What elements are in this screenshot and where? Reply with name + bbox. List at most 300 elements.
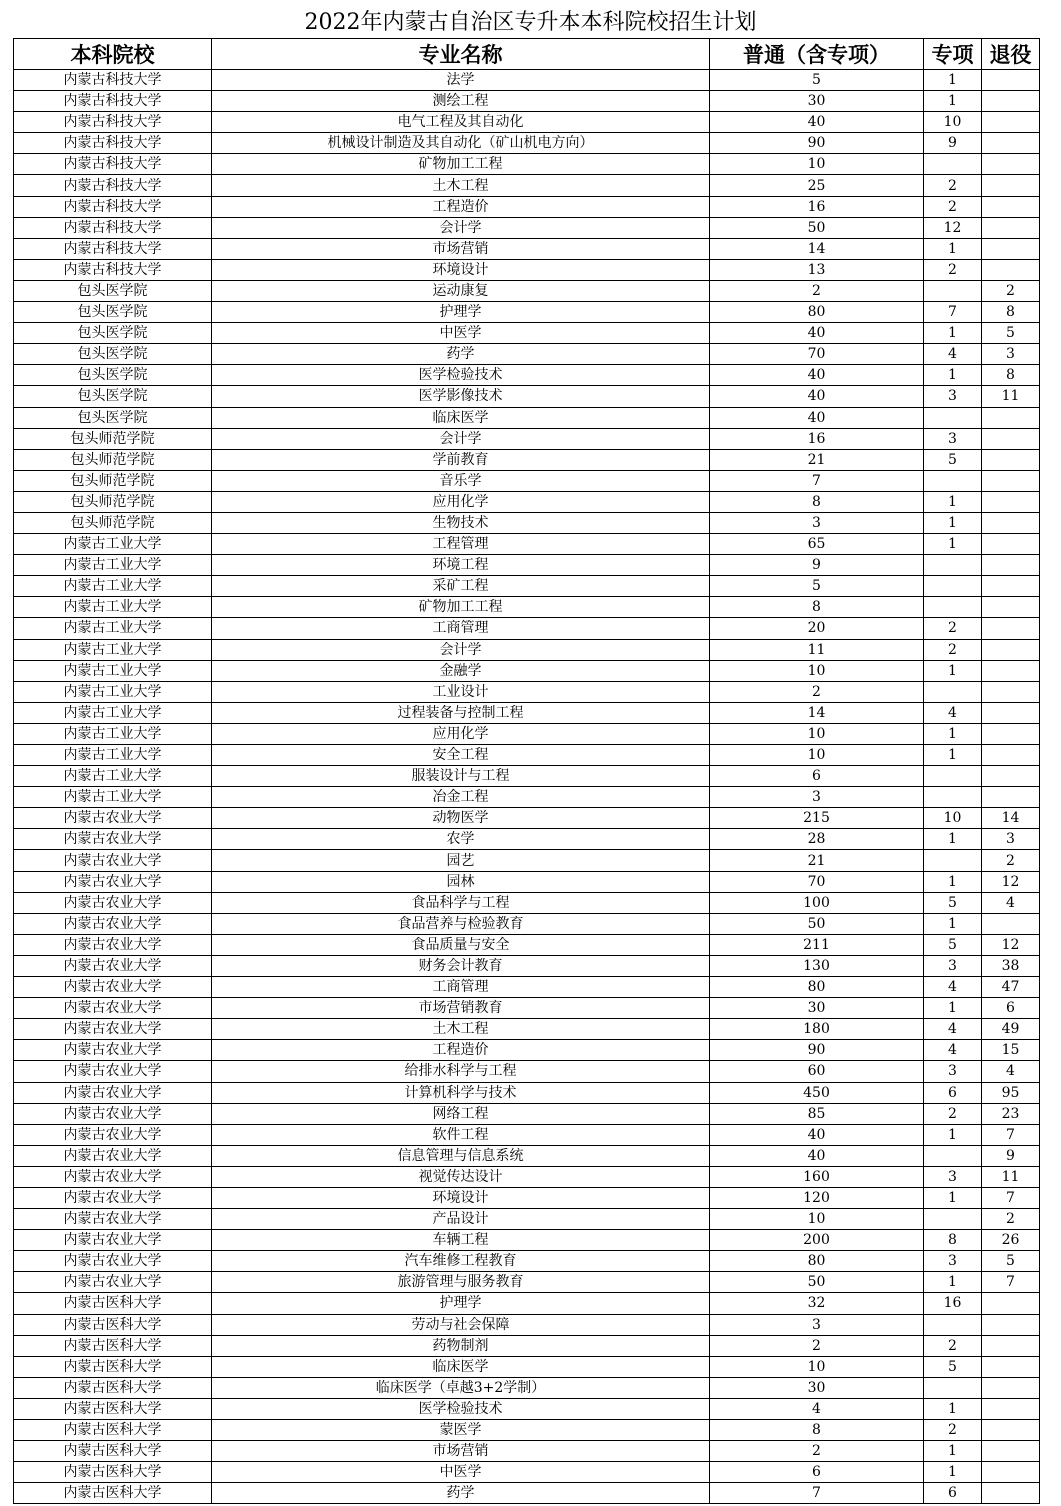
cell-general: 2 <box>710 1441 924 1462</box>
table-row <box>14 70 1040 91</box>
cell-major: 工程造价 <box>212 196 710 217</box>
cell-general: 120 <box>710 1187 924 1208</box>
table-row <box>14 660 1040 681</box>
cell-school: 内蒙古工业大学 <box>14 681 212 702</box>
cell-general: 50 <box>710 913 924 934</box>
table-row <box>14 1483 1040 1504</box>
cell-general: 9 <box>710 555 924 576</box>
cell-veteran: 2 <box>982 1209 1040 1230</box>
cell-school: 内蒙古农业大学 <box>14 1145 212 1166</box>
cell-major: 市场营销 <box>212 238 710 259</box>
cell-special: 9 <box>924 133 982 154</box>
cell-general: 30 <box>710 1377 924 1398</box>
cell-major: 会计学 <box>212 428 710 449</box>
page-title: 2022年内蒙古自治区专升本本科院校招生计划 <box>304 10 757 35</box>
cell-veteran <box>982 1398 1040 1419</box>
table-row <box>14 323 1040 344</box>
cell-major: 应用化学 <box>212 723 710 744</box>
cell-major: 劳动与社会保障 <box>212 1314 710 1335</box>
cell-school: 内蒙古医科大学 <box>14 1335 212 1356</box>
cell-general: 40 <box>710 1124 924 1145</box>
cell-veteran <box>982 1314 1040 1335</box>
cell-general: 11 <box>710 639 924 660</box>
cell-special: 1 <box>924 365 982 386</box>
cell-school: 内蒙古农业大学 <box>14 871 212 892</box>
cell-special: 8 <box>924 1230 982 1251</box>
cell-major: 汽车维修工程教育 <box>212 1251 710 1272</box>
cell-veteran <box>982 555 1040 576</box>
cell-veteran: 3 <box>982 829 1040 850</box>
cell-veteran: 8 <box>982 302 1040 323</box>
cell-school: 包头医学院 <box>14 386 212 407</box>
cell-special: 5 <box>924 892 982 913</box>
cell-special: 16 <box>924 1293 982 1314</box>
cell-special <box>924 597 982 618</box>
cell-school: 内蒙古医科大学 <box>14 1356 212 1377</box>
table-row <box>14 1356 1040 1377</box>
cell-major: 园艺 <box>212 850 710 871</box>
cell-major: 安全工程 <box>212 745 710 766</box>
cell-general: 16 <box>710 428 924 449</box>
cell-special: 1 <box>924 70 982 91</box>
cell-special <box>924 1209 982 1230</box>
cell-special: 1 <box>924 1187 982 1208</box>
cell-major: 服装设计与工程 <box>212 766 710 787</box>
cell-veteran: 95 <box>982 1082 1040 1103</box>
cell-veteran <box>982 576 1040 597</box>
cell-special: 2 <box>924 639 982 660</box>
cell-school: 包头师范学院 <box>14 491 212 512</box>
cell-school: 包头师范学院 <box>14 512 212 533</box>
table-row <box>14 491 1040 512</box>
cell-veteran: 23 <box>982 1103 1040 1124</box>
cell-special: 4 <box>924 1019 982 1040</box>
cell-school: 包头师范学院 <box>14 449 212 470</box>
table-header-row <box>14 39 1040 70</box>
cell-major: 学前教育 <box>212 449 710 470</box>
cell-school: 内蒙古医科大学 <box>14 1420 212 1441</box>
cell-veteran <box>982 238 1040 259</box>
cell-major: 药学 <box>212 344 710 365</box>
cell-veteran <box>982 154 1040 175</box>
cell-veteran <box>982 70 1040 91</box>
table-row <box>14 1166 1040 1187</box>
table-row <box>14 934 1040 955</box>
cell-school: 内蒙古工业大学 <box>14 597 212 618</box>
cell-general: 10 <box>710 660 924 681</box>
cell-major: 冶金工程 <box>212 787 710 808</box>
cell-veteran: 7 <box>982 1124 1040 1145</box>
cell-school: 包头医学院 <box>14 407 212 428</box>
cell-veteran: 7 <box>982 1187 1040 1208</box>
cell-general: 3 <box>710 787 924 808</box>
cell-school: 内蒙古农业大学 <box>14 913 212 934</box>
cell-veteran: 14 <box>982 808 1040 829</box>
table-row <box>14 154 1040 175</box>
cell-special: 3 <box>924 428 982 449</box>
cell-veteran <box>982 1483 1040 1504</box>
cell-veteran: 3 <box>982 344 1040 365</box>
cell-school: 内蒙古农业大学 <box>14 1082 212 1103</box>
cell-veteran: 26 <box>982 1230 1040 1251</box>
cell-special <box>924 766 982 787</box>
cell-general: 40 <box>710 112 924 133</box>
cell-special: 3 <box>924 386 982 407</box>
table-row <box>14 1251 1040 1272</box>
table-row <box>14 808 1040 829</box>
cell-veteran <box>982 618 1040 639</box>
cell-major: 药学 <box>212 1483 710 1504</box>
table-row <box>14 344 1040 365</box>
cell-special: 1 <box>924 534 982 555</box>
table-row <box>14 1082 1040 1103</box>
cell-major: 护理学 <box>212 1293 710 1314</box>
table-row <box>14 470 1040 491</box>
admission-plan-table <box>13 38 1040 1504</box>
cell-school: 内蒙古农业大学 <box>14 1019 212 1040</box>
cell-special: 6 <box>924 1483 982 1504</box>
cell-veteran <box>982 217 1040 238</box>
cell-school: 内蒙古农业大学 <box>14 829 212 850</box>
cell-special: 1 <box>924 871 982 892</box>
table-row <box>14 1145 1040 1166</box>
cell-major: 环境设计 <box>212 259 710 280</box>
cell-general: 40 <box>710 1145 924 1166</box>
cell-school: 包头医学院 <box>14 344 212 365</box>
cell-veteran <box>982 723 1040 744</box>
cell-veteran <box>982 196 1040 217</box>
cell-major: 矿物加工工程 <box>212 597 710 618</box>
cell-major: 工业设计 <box>212 681 710 702</box>
cell-general: 14 <box>710 702 924 723</box>
cell-school: 包头师范学院 <box>14 470 212 491</box>
cell-school: 内蒙古医科大学 <box>14 1462 212 1483</box>
cell-special: 12 <box>924 217 982 238</box>
cell-special: 1 <box>924 512 982 533</box>
cell-school: 内蒙古农业大学 <box>14 1272 212 1293</box>
cell-school: 内蒙古农业大学 <box>14 1230 212 1251</box>
column-header-major: 专业名称 <box>212 39 710 70</box>
table-row <box>14 175 1040 196</box>
cell-school: 内蒙古医科大学 <box>14 1441 212 1462</box>
cell-major: 法学 <box>212 70 710 91</box>
cell-major: 工商管理 <box>212 977 710 998</box>
cell-major: 会计学 <box>212 639 710 660</box>
cell-general: 90 <box>710 133 924 154</box>
cell-special: 2 <box>924 1103 982 1124</box>
cell-school: 包头医学院 <box>14 302 212 323</box>
cell-special: 5 <box>924 449 982 470</box>
cell-veteran: 49 <box>982 1019 1040 1040</box>
cell-major: 临床医学 <box>212 407 710 428</box>
cell-veteran: 12 <box>982 871 1040 892</box>
cell-veteran <box>982 787 1040 808</box>
cell-general: 80 <box>710 977 924 998</box>
cell-major: 软件工程 <box>212 1124 710 1145</box>
cell-major: 中医学 <box>212 323 710 344</box>
cell-special: 1 <box>924 1124 982 1145</box>
cell-veteran <box>982 1356 1040 1377</box>
column-header-special: 专项 <box>924 39 982 70</box>
cell-veteran: 2 <box>982 280 1040 301</box>
cell-school: 内蒙古农业大学 <box>14 892 212 913</box>
cell-school: 内蒙古农业大学 <box>14 850 212 871</box>
cell-veteran: 15 <box>982 1040 1040 1061</box>
cell-special: 5 <box>924 934 982 955</box>
cell-veteran <box>982 1462 1040 1483</box>
cell-general: 10 <box>710 1356 924 1377</box>
cell-special <box>924 470 982 491</box>
cell-major: 过程装备与控制工程 <box>212 702 710 723</box>
cell-general: 85 <box>710 1103 924 1124</box>
cell-major: 视觉传达设计 <box>212 1166 710 1187</box>
cell-special: 1 <box>924 829 982 850</box>
cell-special <box>924 280 982 301</box>
cell-general: 50 <box>710 217 924 238</box>
cell-major: 财务会计教育 <box>212 955 710 976</box>
cell-veteran <box>982 681 1040 702</box>
cell-veteran <box>982 428 1040 449</box>
cell-veteran: 2 <box>982 850 1040 871</box>
cell-special <box>924 787 982 808</box>
cell-school: 内蒙古科技大学 <box>14 196 212 217</box>
cell-veteran <box>982 470 1040 491</box>
cell-major: 中医学 <box>212 1462 710 1483</box>
cell-special: 3 <box>924 1251 982 1272</box>
table-row <box>14 386 1040 407</box>
cell-major: 车辆工程 <box>212 1230 710 1251</box>
cell-general: 4 <box>710 1398 924 1419</box>
cell-school: 内蒙古工业大学 <box>14 766 212 787</box>
cell-general: 5 <box>710 576 924 597</box>
table-row <box>14 871 1040 892</box>
table-row <box>14 745 1040 766</box>
cell-school: 内蒙古工业大学 <box>14 787 212 808</box>
cell-special: 6 <box>924 1082 982 1103</box>
cell-school: 内蒙古科技大学 <box>14 154 212 175</box>
table-row <box>14 1441 1040 1462</box>
cell-veteran <box>982 660 1040 681</box>
cell-major: 给排水科学与工程 <box>212 1061 710 1082</box>
table-row <box>14 428 1040 449</box>
cell-school: 内蒙古工业大学 <box>14 745 212 766</box>
table-row <box>14 196 1040 217</box>
table-row <box>14 1230 1040 1251</box>
cell-veteran <box>982 1335 1040 1356</box>
cell-special: 1 <box>924 1272 982 1293</box>
cell-major: 蒙医学 <box>212 1420 710 1441</box>
cell-school: 内蒙古农业大学 <box>14 1040 212 1061</box>
cell-major: 土木工程 <box>212 1019 710 1040</box>
cell-general: 7 <box>710 470 924 491</box>
cell-special: 2 <box>924 1420 982 1441</box>
cell-major: 生物技术 <box>212 512 710 533</box>
table-row <box>14 576 1040 597</box>
cell-general: 2 <box>710 681 924 702</box>
cell-school: 内蒙古科技大学 <box>14 112 212 133</box>
cell-school: 包头医学院 <box>14 365 212 386</box>
cell-school: 内蒙古工业大学 <box>14 576 212 597</box>
cell-veteran <box>982 1420 1040 1441</box>
cell-major: 电气工程及其自动化 <box>212 112 710 133</box>
cell-school: 内蒙古医科大学 <box>14 1314 212 1335</box>
cell-general: 40 <box>710 323 924 344</box>
cell-school: 内蒙古工业大学 <box>14 555 212 576</box>
cell-major: 环境工程 <box>212 555 710 576</box>
table-row <box>14 1124 1040 1145</box>
cell-special: 4 <box>924 977 982 998</box>
cell-school: 内蒙古农业大学 <box>14 1103 212 1124</box>
cell-veteran <box>982 512 1040 533</box>
table-row <box>14 555 1040 576</box>
cell-veteran: 8 <box>982 365 1040 386</box>
table-row <box>14 1335 1040 1356</box>
cell-special: 2 <box>924 175 982 196</box>
cell-general: 2 <box>710 1335 924 1356</box>
cell-general: 10 <box>710 745 924 766</box>
cell-school: 内蒙古科技大学 <box>14 238 212 259</box>
cell-major: 医学影像技术 <box>212 386 710 407</box>
cell-general: 8 <box>710 1420 924 1441</box>
cell-special: 1 <box>924 1462 982 1483</box>
cell-special: 1 <box>924 660 982 681</box>
table-row <box>14 787 1040 808</box>
cell-major: 护理学 <box>212 302 710 323</box>
cell-major: 园林 <box>212 871 710 892</box>
cell-veteran <box>982 702 1040 723</box>
cell-special: 1 <box>924 238 982 259</box>
cell-major: 动物医学 <box>212 808 710 829</box>
cell-major: 工程造价 <box>212 1040 710 1061</box>
table-row <box>14 1272 1040 1293</box>
cell-special: 7 <box>924 302 982 323</box>
cell-veteran: 5 <box>982 1251 1040 1272</box>
cell-special: 1 <box>924 491 982 512</box>
cell-major: 信息管理与信息系统 <box>212 1145 710 1166</box>
cell-special: 4 <box>924 1040 982 1061</box>
cell-veteran <box>982 745 1040 766</box>
table-row <box>14 449 1040 470</box>
cell-special <box>924 555 982 576</box>
cell-special: 1 <box>924 91 982 112</box>
cell-school: 内蒙古科技大学 <box>14 259 212 280</box>
cell-general: 40 <box>710 407 924 428</box>
cell-special: 10 <box>924 808 982 829</box>
cell-major: 产品设计 <box>212 1209 710 1230</box>
cell-school: 内蒙古工业大学 <box>14 723 212 744</box>
cell-general: 80 <box>710 1251 924 1272</box>
table-row <box>14 597 1040 618</box>
cell-general: 200 <box>710 1230 924 1251</box>
table-row <box>14 259 1040 280</box>
table-row <box>14 133 1040 154</box>
cell-veteran: 9 <box>982 1145 1040 1166</box>
table-row <box>14 998 1040 1019</box>
cell-special: 10 <box>924 112 982 133</box>
cell-special <box>924 407 982 428</box>
cell-veteran: 5 <box>982 323 1040 344</box>
cell-major: 医学检验技术 <box>212 1398 710 1419</box>
cell-veteran <box>982 1377 1040 1398</box>
cell-general: 13 <box>710 259 924 280</box>
cell-major: 市场营销 <box>212 1441 710 1462</box>
cell-special: 2 <box>924 1335 982 1356</box>
cell-major: 机械设计制造及其自动化（矿山机电方向） <box>212 133 710 154</box>
cell-major: 工程管理 <box>212 534 710 555</box>
cell-school: 内蒙古农业大学 <box>14 1124 212 1145</box>
cell-major: 矿物加工工程 <box>212 154 710 175</box>
cell-special: 2 <box>924 196 982 217</box>
cell-general: 7 <box>710 1483 924 1504</box>
cell-veteran <box>982 449 1040 470</box>
cell-veteran <box>982 407 1040 428</box>
cell-school: 内蒙古农业大学 <box>14 998 212 1019</box>
cell-major: 临床医学 <box>212 1356 710 1377</box>
cell-school: 内蒙古农业大学 <box>14 1187 212 1208</box>
table-row <box>14 913 1040 934</box>
table-row <box>14 702 1040 723</box>
cell-special: 1 <box>924 745 982 766</box>
cell-veteran <box>982 597 1040 618</box>
cell-school: 内蒙古农业大学 <box>14 1251 212 1272</box>
cell-special: 4 <box>924 702 982 723</box>
table-row <box>14 407 1040 428</box>
cell-major: 土木工程 <box>212 175 710 196</box>
cell-special <box>924 154 982 175</box>
cell-major: 旅游管理与服务教育 <box>212 1272 710 1293</box>
cell-special <box>924 576 982 597</box>
cell-school: 内蒙古科技大学 <box>14 70 212 91</box>
table-row <box>14 1293 1040 1314</box>
cell-veteran <box>982 1441 1040 1462</box>
cell-major: 食品营养与检验教育 <box>212 913 710 934</box>
cell-general: 28 <box>710 829 924 850</box>
table-row <box>14 1420 1040 1441</box>
table-row <box>14 766 1040 787</box>
cell-major: 医学检验技术 <box>212 365 710 386</box>
cell-general: 16 <box>710 196 924 217</box>
table-row <box>14 217 1040 238</box>
cell-general: 65 <box>710 534 924 555</box>
cell-special <box>924 850 982 871</box>
cell-veteran <box>982 112 1040 133</box>
cell-major: 食品科学与工程 <box>212 892 710 913</box>
table-row <box>14 1187 1040 1208</box>
cell-veteran <box>982 175 1040 196</box>
table-row <box>14 1019 1040 1040</box>
cell-school: 内蒙古医科大学 <box>14 1293 212 1314</box>
cell-veteran <box>982 639 1040 660</box>
cell-special <box>924 1145 982 1166</box>
cell-major: 临床医学（卓越3+2学制） <box>212 1377 710 1398</box>
table-row <box>14 977 1040 998</box>
cell-school: 内蒙古农业大学 <box>14 934 212 955</box>
cell-general: 70 <box>710 344 924 365</box>
table-row <box>14 639 1040 660</box>
cell-school: 内蒙古医科大学 <box>14 1377 212 1398</box>
cell-special: 1 <box>924 1441 982 1462</box>
cell-general: 160 <box>710 1166 924 1187</box>
cell-general: 20 <box>710 618 924 639</box>
table-row <box>14 1462 1040 1483</box>
column-header-veteran: 退役 <box>982 39 1040 70</box>
table-row <box>14 302 1040 323</box>
cell-special <box>924 681 982 702</box>
cell-general: 32 <box>710 1293 924 1314</box>
cell-general: 14 <box>710 238 924 259</box>
table-row <box>14 365 1040 386</box>
cell-school: 内蒙古工业大学 <box>14 702 212 723</box>
